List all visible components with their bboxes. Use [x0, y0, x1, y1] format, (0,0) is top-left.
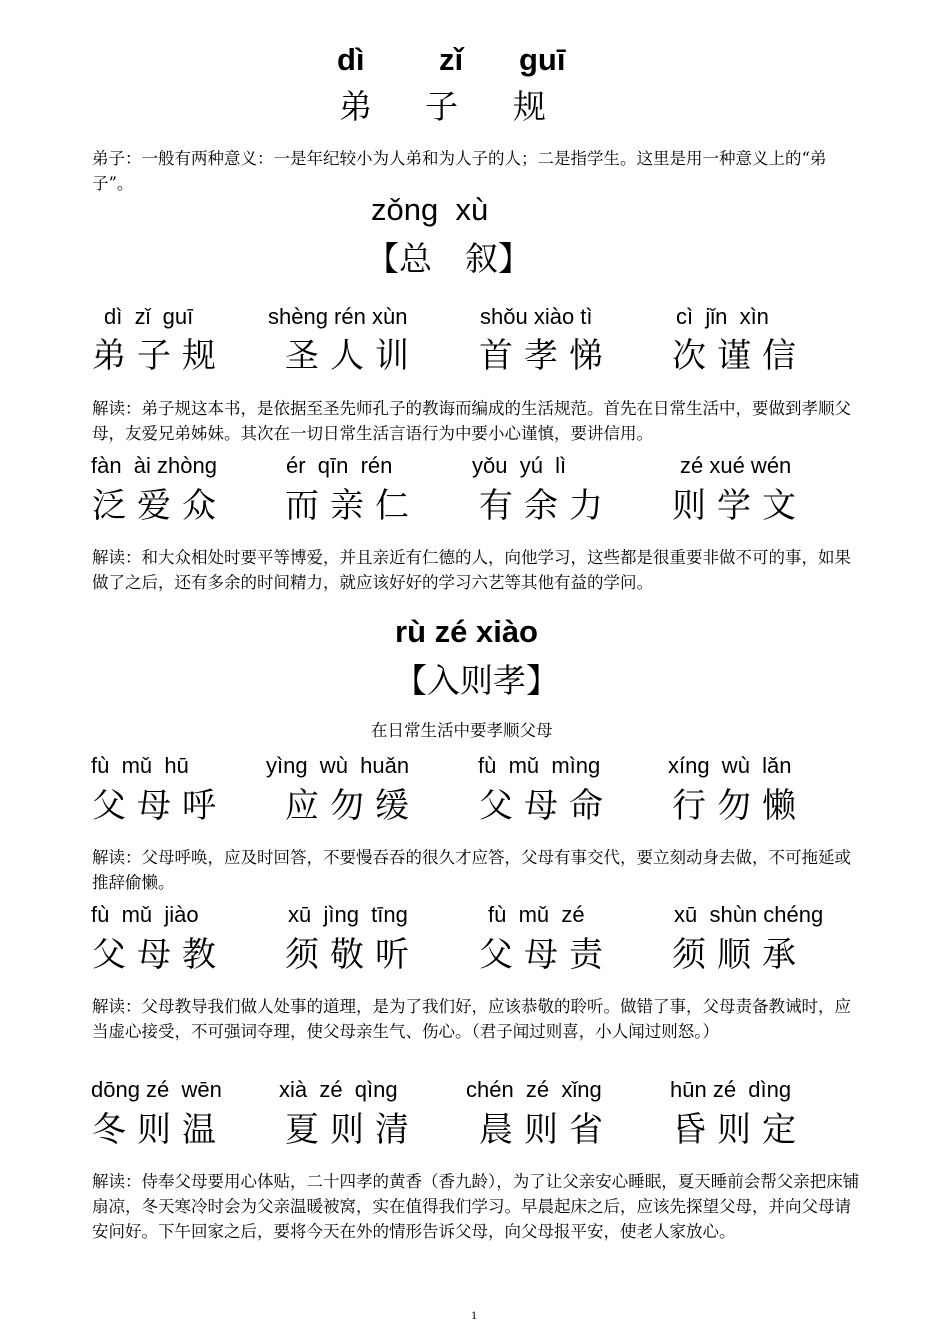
- title-pinyin-3: guī: [519, 42, 566, 77]
- verse-pinyin: dōng zé wēn: [91, 1077, 222, 1102]
- section-title-hanzi: 【入则孝】: [394, 661, 559, 700]
- verse-pinyin: fù mǔ mìng: [478, 753, 601, 778]
- verse-pinyin: xū jìng tīng: [288, 902, 408, 927]
- title-hanzi-3: 规: [513, 87, 546, 126]
- verse-pinyin: yìng wù huǎn: [266, 753, 410, 778]
- verse-pinyin: dì zǐ guī: [104, 304, 194, 329]
- verse-hanzi: 父母呼: [92, 786, 227, 826]
- verse-pinyin: shǒu xiào tì: [480, 304, 593, 329]
- verse-hanzi: 首孝悌: [479, 336, 614, 376]
- verse-hanzi: 夏则清: [285, 1110, 420, 1150]
- verse-pinyin: ér qīn rén: [286, 453, 393, 478]
- verse-hanzi: 昏则定: [672, 1110, 807, 1150]
- section-title-pinyin: zǒng xù: [371, 192, 489, 227]
- verse-pinyin: shèng rén xùn: [268, 304, 408, 329]
- page-number: 1: [471, 1308, 477, 1322]
- verse-hanzi: 而亲仁: [285, 486, 420, 526]
- verse-hanzi: 弟子规: [92, 336, 227, 376]
- title-pinyin-1: dì: [337, 42, 365, 77]
- verse-hanzi: 父母责: [479, 935, 614, 975]
- verse-pinyin: xíng wù lǎn: [668, 753, 792, 778]
- verse-pinyin: yǒu yú lì: [472, 453, 567, 478]
- verse-pinyin: chén zé xǐng: [466, 1077, 602, 1102]
- verse-pinyin: fù mǔ hū: [91, 753, 189, 778]
- verse-note: 解读：父母教导我们做人处事的道理，是为了我们好，应该恭敬的聆听。做错了事，父母责备教诫时，应当虚心接受，不可强词夺理，使父母亲生气、伤心。（君子闻过则喜，小人闻过则怒。）: [92, 997, 851, 1041]
- verse-hanzi: 晨则省: [479, 1110, 614, 1150]
- title-hanzi-2: 子: [425, 87, 458, 126]
- verse-hanzi: 须顺承: [672, 935, 807, 975]
- header-note: 弟子：一般有两种意义：一是年纪较小为人弟和为人子的人；二是指学生。这里是用一种意义上的“弟子”。: [92, 149, 827, 193]
- verse-pinyin: xià zé qìng: [279, 1077, 398, 1102]
- section-subtitle: 在日常生活中要孝顺父母: [371, 721, 553, 740]
- verse-note: 解读：和大众相处时要平等博爱，并且亲近有仁德的人，向他学习，这些都是很重要非做不可的事，如果做了之后，还有多余的时间精力，就应该好好的学习六艺等其他有益的学问。: [92, 548, 851, 592]
- verse-hanzi: 父母命: [479, 786, 614, 826]
- verse-pinyin: fù mǔ zé: [488, 902, 585, 927]
- verse-hanzi: 次谨信: [672, 336, 807, 376]
- verse-hanzi: 圣人训: [285, 336, 420, 376]
- verse-hanzi: 须敬听: [285, 935, 420, 975]
- verse-hanzi: 行勿懒: [672, 786, 807, 826]
- verse-pinyin: xū shùn chéng: [674, 902, 824, 927]
- verse-pinyin: fù mǔ jiào: [91, 902, 199, 927]
- verse-hanzi: 泛爱众: [92, 486, 227, 526]
- section-title-hanzi: 【总 叙】: [366, 239, 531, 278]
- verse-pinyin: cì jǐn xìn: [676, 304, 769, 329]
- title-hanzi-1: 弟: [339, 87, 372, 126]
- verse-hanzi: 有余力: [479, 486, 614, 526]
- verse-pinyin: hūn zé dìng: [670, 1077, 792, 1102]
- verse-note: 解读：侍奉父母要用心体贴，二十四孝的黄香（香九龄），为了让父亲安心睡眠，夏天睡前会帮父亲把床铺扇凉，冬天寒冷时会为父亲温暖被窝，实在值得我们学习。早晨起床之后，应该先探望父母，并向父母请安问好。下午回家之后，要将今天在外的情形告诉父母，向父母报平安，使老人家放心。: [92, 1172, 860, 1241]
- verse-pinyin: fàn ài zhòng: [91, 453, 217, 478]
- verse-hanzi: 冬则温: [92, 1110, 227, 1150]
- verse-hanzi: 应勿缓: [285, 786, 420, 826]
- verse-note: 解读：弟子规这本书，是依据至圣先师孔子的教诲而编成的生活规范。首先在日常生活中，要做到孝顺父母，友爱兄弟姊妹。其次在一切日常生活言语行为中要小心谨慎，要讲信用。: [92, 399, 851, 443]
- section-title-pinyin: rù zé xiào: [395, 614, 538, 649]
- verse-note: 解读：父母呼唤，应及时回答，不要慢吞吞的很久才应答，父母有事交代，要立刻动身去做，不可拖延或推辞偷懒。: [92, 848, 851, 892]
- title-pinyin-2: zǐ: [439, 42, 464, 77]
- verse-hanzi: 则学文: [672, 486, 807, 526]
- verse-hanzi: 父母教: [92, 935, 227, 975]
- verse-pinyin: zé xué wén: [680, 453, 792, 478]
